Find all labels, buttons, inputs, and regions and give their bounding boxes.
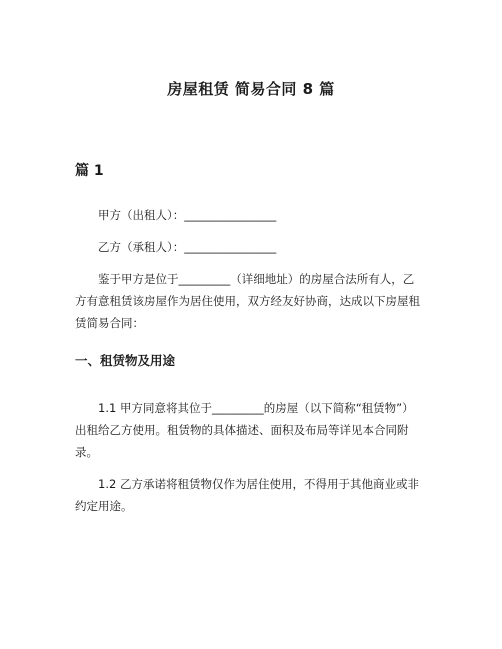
clause-1-2: 1.2 乙方承诺将租赁物仅作为居住使用，不得用于其他商业或非约定用途。 <box>75 477 419 513</box>
party-b-line: 乙方（承租人）：________________ <box>98 240 277 254</box>
heading-lease-object: 一、租赁物及用途 <box>75 353 176 368</box>
intro-paragraph: 鉴于甲方是位于_________（详细地址）的房屋合法所有人，乙方有意租赁该房屋作为居住使用，双方经友好协商，达成以下房屋租赁简易合同： <box>75 272 420 330</box>
document-title: 房屋租赁 简易合同 8 篇 <box>167 80 335 98</box>
party-a-line: 甲方（出租人）：________________ <box>98 208 277 222</box>
section-title: 篇 1 <box>75 163 104 179</box>
clause-1-1: 1.1 甲方同意将其位于_________的房屋（以下简称“租赁物”）出租给乙方使用。租赁物的具体描述、面积及布局等详见本合同附录。 <box>75 401 414 459</box>
